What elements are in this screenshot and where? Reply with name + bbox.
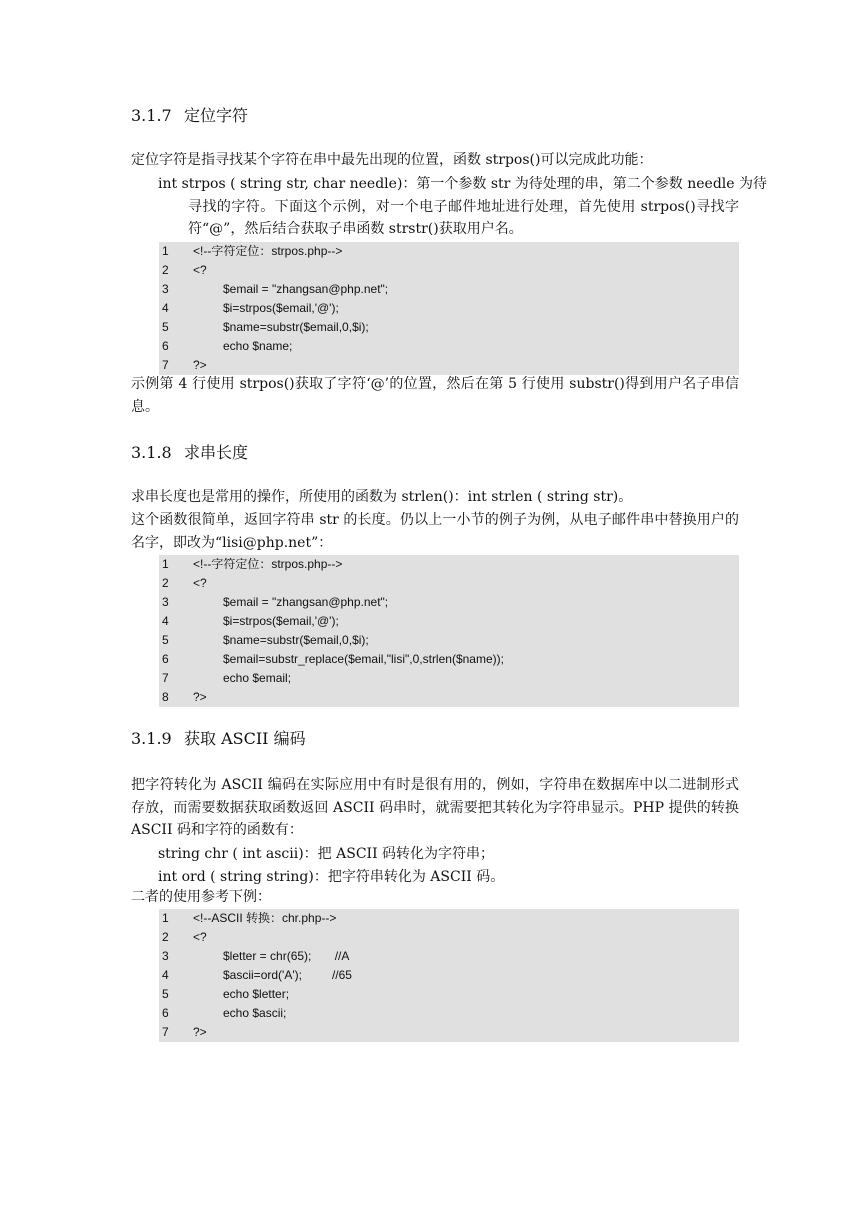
line-number: 5 [162, 320, 169, 334]
code-text: echo $letter; [223, 987, 290, 1001]
line-number: 6 [162, 339, 169, 353]
code-line [159, 261, 739, 280]
section-number: 3.1.8 [131, 443, 172, 462]
line-number: 4 [162, 614, 169, 628]
paragraph-usage: 二者的使用参考下例： [131, 889, 271, 905]
code-line [159, 612, 739, 631]
code-text: <!--ASCII 转换：chr.php--> [193, 911, 337, 925]
line-number: 3 [162, 595, 169, 609]
code-line [159, 669, 739, 688]
code-line [159, 337, 739, 356]
section-heading-3-1-7 [131, 106, 248, 126]
paragraph-strlen-intro: 求串长度也是常用的操作，所使用的函数为 strlen()：int strlen ( string str)。 [131, 489, 633, 505]
code-text: <? [193, 263, 207, 277]
code-text: echo $name; [223, 339, 293, 353]
section-title: 获取 ASCII 编码 [184, 729, 306, 748]
ord-function-description: int ord ( string string)：把字符串转化为 ASCII 码。 [158, 869, 505, 885]
line-number: 2 [162, 930, 169, 944]
line-number: 4 [162, 968, 169, 982]
strpos-signature [158, 173, 768, 241]
code-block-ascii [159, 909, 739, 1042]
paragraph-strpos-explanation: 示例第 4 行使用 strpos()获取了字符‘@’的位置，然后在第 5 行使用 substr()得到用户名子串信息。 [131, 376, 739, 415]
line-number: 1 [162, 557, 169, 571]
section-number: 3.1.7 [131, 106, 172, 125]
section-number: 3.1.9 [131, 729, 172, 748]
code-block-strpos [159, 242, 739, 375]
code-text: ?> [193, 1025, 207, 1039]
paragraph-ascii-intro: 把字符转化为 ASCII 编码在实际应用中有时是很有用的，例如，字符串在数据库中以二进制形式存放，而需要数据获取函数返回 ASCII 码串时，就需要把其转化为字符串显示。PHP 提供的转换 ASCII 码和字符的函数有： [131, 777, 739, 838]
line-number: 8 [162, 690, 169, 704]
code-text: echo $ascii; [223, 1006, 287, 1020]
code-text: $email = "zhangsan@php.net"; [223, 595, 389, 609]
code-line [159, 650, 739, 669]
signature-first-line: int strpos ( string str, char needle)：第一个参数 str 为待处理的串，第二个参数 needle 为待 [158, 176, 768, 192]
code-line [159, 928, 739, 947]
code-text: <? [193, 576, 207, 590]
code-line [159, 631, 739, 650]
code-line [159, 966, 739, 985]
line-number: 2 [162, 263, 169, 277]
section-heading-3-1-8 [131, 443, 248, 463]
code-line [159, 593, 739, 612]
line-number: 7 [162, 1025, 169, 1039]
code-text: $name=substr($email,0,$i); [223, 320, 369, 334]
line-number: 6 [162, 652, 169, 666]
code-text: $ascii=ord('A'); //65 [223, 968, 352, 982]
code-line [159, 947, 739, 966]
paragraph-strlen-example: 这个函数很简单，返回字符串 str 的长度。仍以上一小节的例子为例，从电子邮件串中替换用户的名字，即改为“lisi@php.net”： [131, 512, 739, 551]
code-text: $name=substr($email,0,$i); [223, 633, 369, 647]
code-line [159, 555, 739, 574]
code-line [159, 688, 739, 707]
line-number: 3 [162, 949, 169, 963]
section-heading-3-1-9 [131, 729, 306, 749]
code-text: $email = "zhangsan@php.net"; [223, 282, 389, 296]
line-number: 1 [162, 911, 169, 925]
code-text: <!--字符定位：strpos.php--> [193, 244, 343, 258]
code-text: ?> [193, 690, 207, 704]
paragraph-intro-strpos: 定位字符是指寻找某个字符在串中最先出现的位置，函数 strpos()可以完成此功能： [131, 152, 653, 168]
line-number: 6 [162, 1006, 169, 1020]
code-text: $email=substr_replace($email,"lisi",0,strlen($name)); [223, 652, 504, 666]
code-line [159, 280, 739, 299]
signature-continuation: 寻找的字符。下面这个示例，对一个电子邮件地址进行处理，首先使用 strpos()寻找字符“@”，然后结合获取子串函数 strstr()获取用户名。 [188, 198, 739, 237]
line-number: 5 [162, 633, 169, 647]
code-text: <!--字符定位：strpos.php--> [193, 557, 343, 571]
code-line [159, 985, 739, 1004]
code-text: $letter = chr(65); //A [223, 949, 350, 963]
line-number: 7 [162, 358, 169, 372]
code-text: ?> [193, 358, 207, 372]
code-line [159, 1004, 739, 1023]
line-number: 3 [162, 282, 169, 296]
line-number: 7 [162, 671, 169, 685]
code-text: echo $email; [223, 671, 292, 685]
section-title: 定位字符 [184, 106, 249, 125]
code-line [159, 574, 739, 593]
line-number: 5 [162, 987, 169, 1001]
code-line [159, 242, 739, 261]
line-number: 1 [162, 244, 169, 258]
code-text: <? [193, 930, 207, 944]
chr-function-description: string chr ( int ascii)：把 ASCII 码转化为字符串； [158, 846, 495, 862]
section-title: 求串长度 [184, 443, 249, 462]
code-text: $i=strpos($email,'@'); [223, 614, 339, 628]
code-line [159, 909, 739, 928]
code-line [159, 299, 739, 318]
line-number: 4 [162, 301, 169, 315]
code-block-strlen [159, 555, 739, 707]
code-line [159, 318, 739, 337]
code-line [159, 1023, 739, 1042]
line-number: 2 [162, 576, 169, 590]
code-text: $i=strpos($email,'@'); [223, 301, 339, 315]
